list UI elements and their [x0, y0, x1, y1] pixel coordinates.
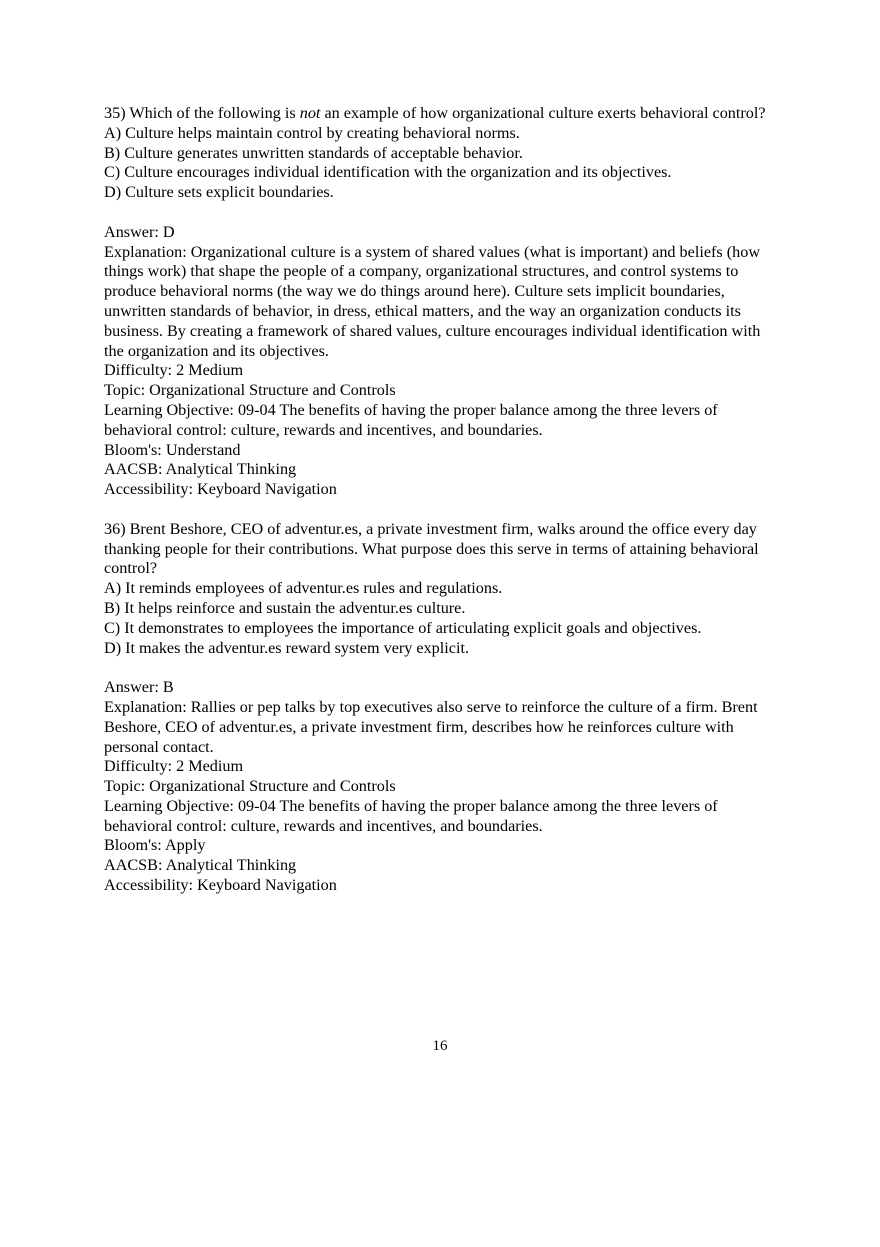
option-d: D) It makes the adventur.es reward system very explicit.	[104, 638, 470, 657]
question-36-stem: 36) Brent Beshore, CEO of adventur.es, a private investment firm, walks around the office every day thanking people for their contributions. What purpose does this serve in terms of attaining behavioral control?	[104, 519, 759, 578]
explanation: Explanation: Rallies or pep talks by top executives also serve to reinforce the culture of a firm. Brent Beshore, CEO of adventur.es, a private investment firm, describes how he reinforces culture with personal contact.	[104, 697, 758, 756]
accessibility: Accessibility: Keyboard Navigation	[104, 876, 337, 895]
learning-objective: Learning Objective: 09-04 The benefits of having the proper balance among the three levers of behavioral control: culture, rewards and incentives, and boundaries.	[104, 400, 718, 439]
stem-emphasis: not	[299, 104, 321, 122]
aacsb: AACSB: Analytical Thinking	[104, 460, 297, 479]
question-35	[104, 104, 784, 203]
accessibility: Accessibility: Keyboard Navigation	[104, 480, 337, 499]
option-d: D) Culture sets explicit boundaries.	[104, 183, 334, 202]
option-c: C) It demonstrates to employees the importance of articulating explicit goals and objectives.	[104, 618, 702, 637]
blooms: Bloom's: Understand	[104, 440, 241, 459]
question-35-stem	[104, 104, 784, 124]
difficulty: Difficulty: 2 Medium	[104, 361, 244, 380]
answer-36	[104, 678, 784, 896]
option-c: C) Culture encourages individual identification with the organization and its objectives.	[104, 163, 672, 182]
answer-line: Answer: B	[104, 678, 174, 697]
learning-objective: Learning Objective: 09-04 The benefits of having the proper balance among the three levers of behavioral control: culture, rewards and incentives, and boundaries.	[104, 796, 718, 835]
explanation: Explanation: Organizational culture is a system of shared values (what is important) and beliefs (how things work) that shape the people of a company, organizational structures, and control systems to produce behavioral norms (the way we do things around here). Culture sets implicit boundaries, unwritten standards of behavior, in dress, ethical matters, and the way an organization conducts its business. By creating a framework of shared values, culture encourages individual identification with the organization and its objectives.	[104, 242, 761, 360]
spacer	[104, 500, 784, 520]
topic: Topic: Organizational Structure and Controls	[104, 381, 396, 400]
stem-text-before: 35) Which of the following is	[104, 104, 300, 122]
spacer	[104, 203, 784, 223]
option-a: A) Culture helps maintain control by creating behavioral norms.	[104, 123, 520, 142]
option-a: A) It reminds employees of adventur.es rules and regulations.	[104, 579, 503, 598]
option-b: B) It helps reinforce and sustain the adventur.es culture.	[104, 598, 466, 617]
stem-text-after: an example of how organizational culture exerts behavioral control?	[320, 104, 766, 122]
aacsb: AACSB: Analytical Thinking	[104, 856, 297, 875]
page-content	[104, 104, 784, 896]
answer-line: Answer: D	[104, 222, 175, 241]
difficulty: Difficulty: 2 Medium	[104, 757, 244, 776]
spacer	[104, 658, 784, 678]
blooms: Bloom's: Apply	[104, 836, 206, 855]
question-36	[104, 520, 784, 659]
topic: Topic: Organizational Structure and Controls	[104, 777, 396, 796]
option-b: B) Culture generates unwritten standards of acceptable behavior.	[104, 143, 523, 162]
page-number: 16	[432, 1038, 448, 1054]
answer-35	[104, 223, 784, 500]
